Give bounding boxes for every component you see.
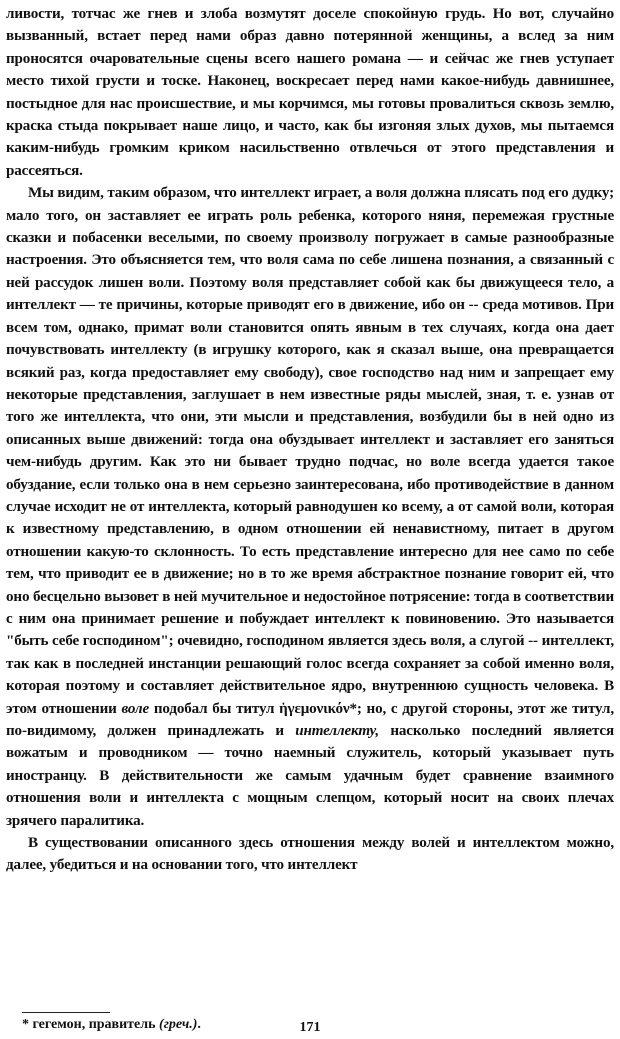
page-number: 171 (299, 1020, 321, 1035)
footnote-language: (греч.) (159, 1017, 198, 1032)
italic-run: воле (121, 700, 150, 717)
footnote-tail: . (197, 1017, 201, 1032)
text-run: ливости, тотчас же гнев и злоба возмутят доселе спокойную грудь. Но вот, случайно вызванный, встает перед нами образ давно потерянной женщины, а вслед за ним проносятся очаровательные сцены всего нашего романа — и сейчас же гнев уступает место тихой грусти и тоске. Наконец, воскресает перед нами какое-нибудь давнишнее, постыдное для нас происшествие, и мы корчимся, мы готовы провалиться сквозь землю, краска стыда покрывает наше лицо, и часто, как бы изгоняя злых духов, мы пытаемся каким-нибудь громким криком насильственно отвлечься от этого представления и рассеяться. (6, 6, 614, 179)
paragraph-3 (6, 832, 614, 877)
text-run: насколько последний является вожатым и проводником — точно наемный служитель, который указывает путь иностранцу. В действительности же самым удачным будет сравнение взаимного отношения воли и интеллекта с мощным слепцом, который носит на своих плечах зрячего паралитика. (6, 723, 614, 829)
paragraph-1 (6, 3, 614, 182)
footnote-divider (22, 1012, 110, 1013)
italic-run: интеллекту, (295, 723, 379, 739)
text-run: подобал бы титул ἡγεμονικόν*; но, с другой стороны, этот же титул, по-видимому, должен принадлежать и (6, 700, 614, 739)
text-run: В существовании описанного здесь отношения между волей и интеллектом можно, далее, убедиться и на основании того, что интеллект (6, 835, 614, 874)
footnote-text: * гегемон, правитель (22, 1017, 160, 1032)
main-text (6, 3, 614, 877)
paragraph-2 (6, 182, 614, 832)
text-run: Мы видим, таким образом, что интеллект играет, а воля должна плясать под его дудку; мало того, он заставляет ее играть роль ребенка, которого няня, перемежая грустные сказки и побасенки веселыми, по своему произволу погружает в самые разнообразные настроения. Это объясняется тем, что воля сама по себе лишена познания, а связанный с ней рассудок лишен воли. Поэтому воля представляет собой как бы движущееся тело, а интеллект — те причины, которые приводят его в движение, ибо он -- среда мотивов. При всем том, однако, примат воли становится опять явным в тех случаях, когда она дает почувствовать интеллекту (в игрушку которого, как я сказал выше, она превращается всякий раз, когда предоставляет ему свободу), свое господство над ним и запрещает ему некоторые представления, заглушает в нем известные ряды мыслей, зная, т. е. узнав от того же интеллекта, что они, эти мысли и представления, возбудили бы в ней одно из описанных выше движений: тогда она обуздывает интеллект и заставляет его заняться чем-нибудь другим. Как это ни бывает трудно подчас, но воле всегда удается такое обуздание, если только она в нем серьезно заинтересована, ибо противодействие в данном случае исходит не от интеллекта, который равнодушен ко всему, а от самой воли, которая к известному представлению, в одном отношении ей ненавистному, питает в другом отношении какую-то склонность. То есть представление интересно для нее само по себе тем, что приводит ее в движение; но в то же время абстрактное познание говорит ей, что оно бесцельно вызовет в ней мучительное и недостойное потрясение: тогда в соответствии с ним она принимает решение и побуждает интеллект к повиновению. Это называется "быть себе господином"; очевидно, господином является здесь воля, а слугой -- интеллект, так как в последней инстанции решающий голос всегда сохраняет за собой именно воля, которая поэтому и составляет действительное ядро, внутреннюю сущность человека. В этом отношении (6, 185, 614, 717)
